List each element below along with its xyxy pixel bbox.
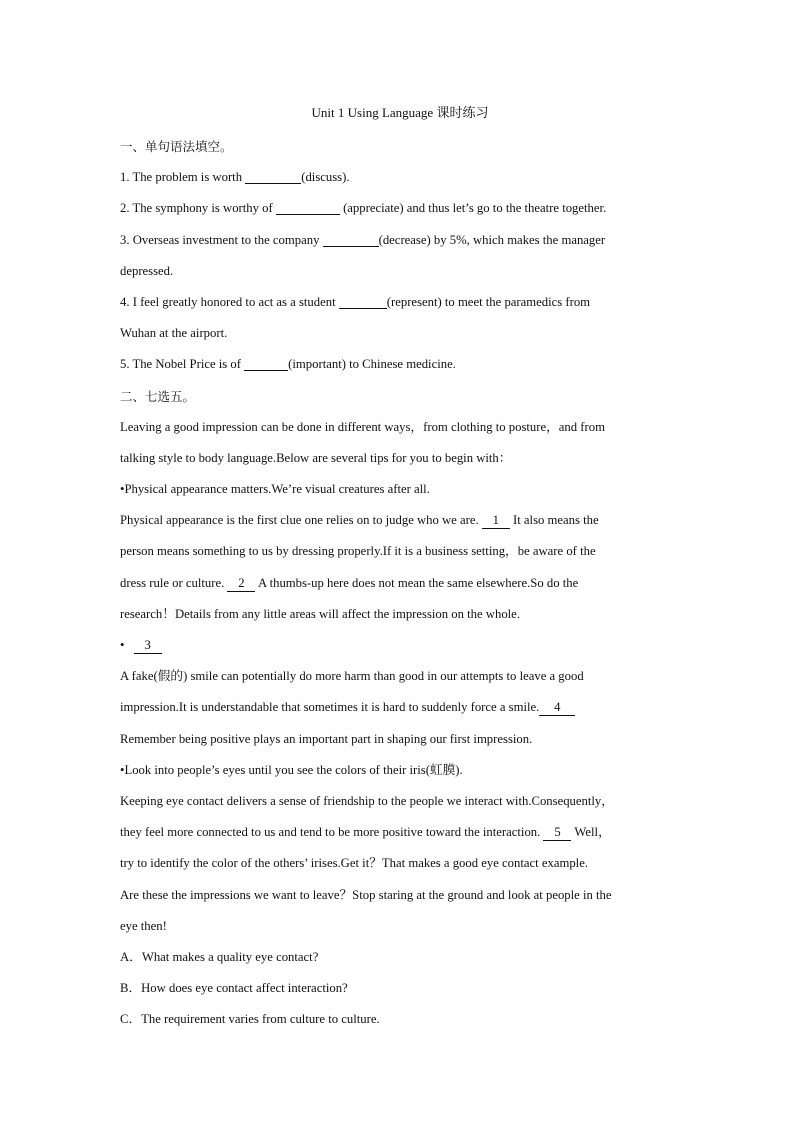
page-title: Unit 1 Using Language 课时练习 [311, 105, 489, 120]
passage-line: try to identify the color of the others’ irises.Get it？That makes a good eye contact example. [120, 856, 588, 871]
question-3-cont: depressed. [120, 263, 174, 278]
passage-line: •Look into people’s eyes until you see the colors of their iris(虹膜). [120, 762, 463, 777]
passage-line: person means something to us by dressing properly.If it is a business setting，be aware of the [120, 544, 596, 559]
blank-2[interactable]: 2 [227, 576, 255, 592]
passage-text: It also means the [509, 513, 599, 528]
q5-blank[interactable] [244, 355, 288, 371]
q4-blank[interactable] [339, 293, 387, 309]
bullet: • [120, 638, 128, 652]
q4-text-a: 4. I feel greatly honored to act as a student [120, 294, 339, 309]
passage-line: research！Details from any little areas will affect the impression on the whole. [120, 606, 520, 621]
worksheet-body [120, 131, 680, 1035]
passage-line: Are these the impressions we want to leave？Stop staring at the ground and look at people in the [120, 887, 612, 902]
q5-text-a: 5. The Nobel Price is of [120, 357, 245, 372]
passage-text: Well， [571, 825, 611, 840]
question-4-cont: Wuhan at the airport. [120, 326, 228, 341]
option-c: C．The requirement varies from culture to culture. [120, 1012, 380, 1027]
question-5 [120, 349, 680, 380]
q3-text-a: 3. Overseas investment to the company [120, 232, 323, 247]
passage-text: A thumbs-up here does not mean the same elsewhere.So do the [255, 575, 579, 590]
q4-text-b: (represent) to meet the paramedics from [386, 294, 591, 309]
q1-text-b: (discuss). [301, 170, 350, 185]
option-b: B．How does eye contact affect interaction? [120, 981, 348, 996]
section2-heading: 二、七选五。 [120, 388, 196, 404]
q3-blank[interactable] [323, 231, 379, 247]
question-1 [120, 162, 680, 193]
passage-line [120, 568, 680, 599]
passage-line: Keeping eye contact delivers a sense of friendship to the people we interact with.Consequently， [120, 793, 614, 808]
q2-text-a: 2. The symphony is worthy of [120, 201, 276, 216]
question-3 [120, 225, 680, 256]
q3-text-b: (decrease) by 5%, which makes the manager [378, 232, 606, 247]
passage-line: talking style to body language.Below are several tips for you to begin with： [120, 450, 512, 465]
q2-text-b: (appreciate) and thus let’s go to the theatre together. [339, 201, 607, 216]
q1-blank[interactable] [245, 168, 301, 184]
section1-heading: 一、单句语法填空。 [120, 139, 233, 154]
blank-1[interactable]: 1 [482, 513, 510, 529]
question-2 [120, 193, 680, 224]
q5-text-b: (important) to Chinese medicine. [288, 357, 456, 372]
passage-line: A fake(假的) smile can potentially do more harm than good in our attempts to leave a good [120, 669, 584, 684]
passage-line: Remember being positive plays an important part in shaping our first impression. [120, 731, 533, 746]
passage-line: •Physical appearance matters.We’re visual creatures after all. [120, 482, 430, 497]
passage-line [120, 692, 680, 723]
blank-4[interactable]: 4 [539, 700, 575, 716]
q1-text-a: 1. The problem is worth [120, 170, 246, 185]
passage-line [120, 630, 680, 661]
passage-line: Leaving a good impression can be done in different ways，from clothing to posture，and from [120, 419, 605, 434]
blank-3[interactable]: 3 [134, 638, 162, 654]
passage-line [120, 817, 680, 848]
passage-text: dress rule or culture. [120, 575, 228, 590]
q2-blank[interactable] [276, 199, 340, 215]
passage-line: eye then! [120, 918, 167, 933]
passage-line [120, 505, 680, 536]
passage-text: Physical appearance is the first clue one relies on to judge who we are. [120, 513, 482, 528]
passage-text: they feel more connected to us and tend to be more positive toward the interaction. [120, 825, 544, 840]
option-a: A．What makes a quality eye contact? [120, 949, 319, 964]
question-4 [120, 287, 680, 318]
blank-5[interactable]: 5 [543, 825, 571, 841]
passage-text: impression.It is understandable that sometimes it is hard to suddenly force a smile. [120, 700, 540, 715]
